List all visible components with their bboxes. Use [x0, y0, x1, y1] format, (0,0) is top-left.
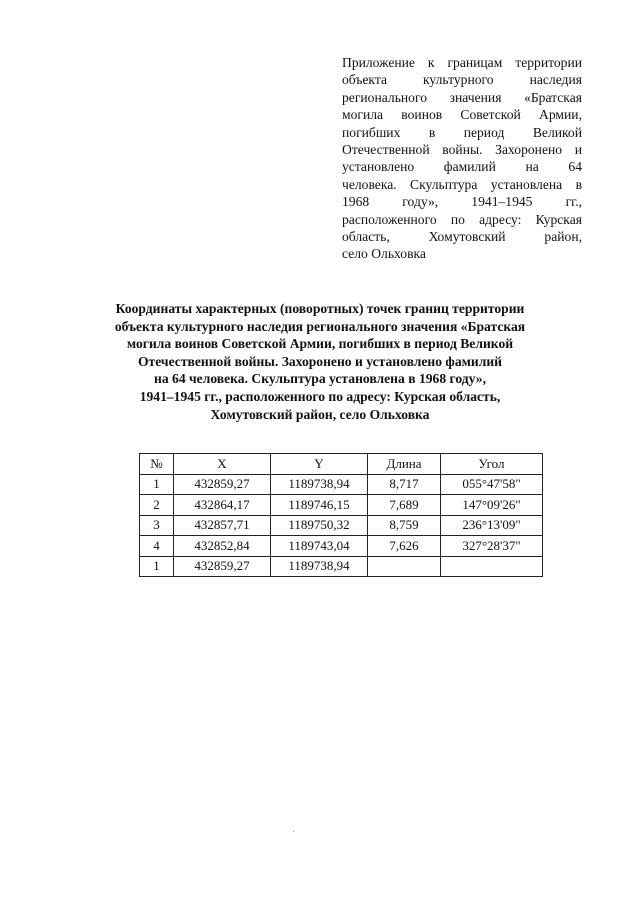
title-line: могила воинов Советской Армии, погибших в период Великой	[126, 336, 514, 352]
title-line: Отечественной войны. Захоронено и установлено фамилий	[137, 353, 503, 369]
title-line: 1941–1945 гг., расположенного по адресу: Курская область,	[139, 388, 501, 404]
cell-number: 1	[140, 556, 174, 577]
appendix-line: человека. Скульптура установлена в	[342, 176, 582, 192]
coordinates-table	[139, 453, 543, 577]
appendix-line: регионального значения «Братская	[342, 89, 582, 105]
header-x: X	[174, 454, 271, 475]
header-number: №	[140, 454, 174, 475]
cell-number: 3	[140, 515, 174, 536]
title-line: объекта культурного наследия регионального значения «Братская	[114, 318, 526, 334]
cell-x: 432859,27	[174, 474, 271, 495]
title-line: на 64 человека. Скульптура установлена в 1968 году»,	[154, 371, 486, 387]
table-row	[140, 556, 543, 577]
header-length: Длина	[368, 454, 441, 475]
cell-y: 1189738,94	[271, 474, 368, 495]
appendix-line: область, Хомутовский район,	[342, 229, 582, 245]
appendix-line: погибших в период Великой	[342, 124, 582, 140]
appendix-note	[342, 54, 582, 263]
cell-number: 1	[140, 474, 174, 495]
appendix-line: установлено фамилий на 64	[342, 159, 582, 175]
table-row	[140, 474, 543, 495]
cell-y: 1189738,94	[271, 556, 368, 577]
appendix-line: объекта культурного наследия	[342, 72, 582, 88]
cell-y: 1189743,04	[271, 536, 368, 557]
header-y: Y	[271, 454, 368, 475]
appendix-line: расположенного по адресу: Курская	[342, 211, 582, 227]
header-angle: Угол	[441, 454, 543, 475]
appendix-line: село Ольховка	[342, 246, 426, 262]
cell-length: 8,759	[368, 515, 441, 536]
cell-number: 2	[140, 495, 174, 516]
cell-angle: 147°09'26"	[441, 495, 543, 516]
cell-length: 7,689	[368, 495, 441, 516]
table-row	[140, 495, 543, 516]
cell-angle	[441, 556, 543, 577]
table-row	[140, 536, 543, 557]
table-header-row	[140, 454, 543, 475]
cell-length: 8,717	[368, 474, 441, 495]
cell-y: 1189746,15	[271, 495, 368, 516]
cell-angle: 055°47'58"	[441, 474, 543, 495]
appendix-line: Приложение к границам территории	[342, 55, 582, 70]
cell-number: 4	[140, 536, 174, 557]
cell-length: 7,626	[368, 536, 441, 557]
appendix-line: 1968 году», 1941–1945 гг.,	[342, 194, 582, 210]
cell-x: 432852,84	[174, 536, 271, 557]
cell-length	[368, 556, 441, 577]
scan-speck	[293, 831, 294, 832]
title-line: Координаты характерных (поворотных) точек границ территории	[115, 301, 525, 316]
title-line: Хомутовский район, село Ольховка	[210, 406, 430, 422]
cell-angle: 236°13'09"	[441, 515, 543, 536]
document-title	[90, 300, 550, 423]
cell-x: 432859,27	[174, 556, 271, 577]
appendix-line: Отечественной войны. Захоронено и	[342, 142, 582, 158]
cell-x: 432864,17	[174, 495, 271, 516]
cell-x: 432857,71	[174, 515, 271, 536]
table-row	[140, 515, 543, 536]
cell-angle: 327°28'37"	[441, 536, 543, 557]
appendix-line: могила воинов Советской Армии,	[342, 107, 582, 123]
cell-y: 1189750,32	[271, 515, 368, 536]
